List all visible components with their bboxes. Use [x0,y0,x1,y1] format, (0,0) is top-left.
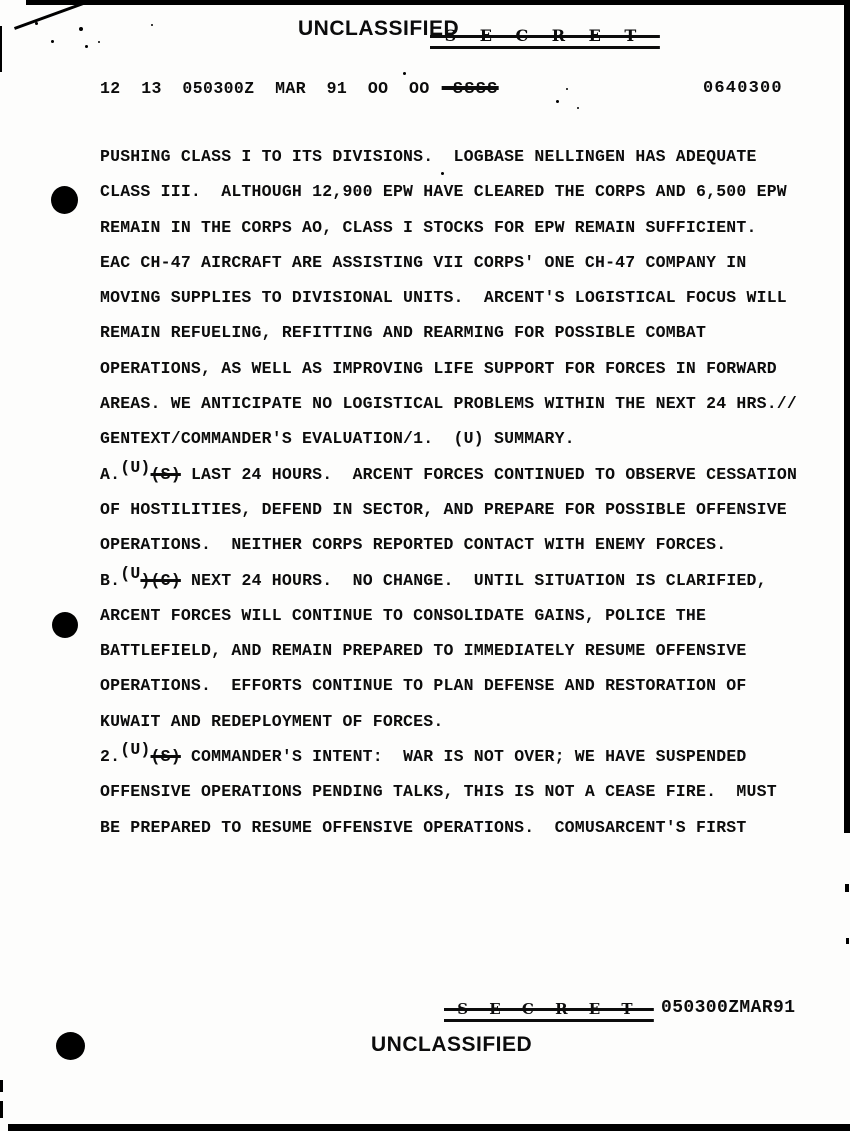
scan-speckle [577,107,579,109]
struck-secret-bottom: S E C R E T [444,1000,654,1018]
text-segment: OF HOSTILITIES, DEFEND IN SECTOR, AND PREPARE FOR POSSIBLE OFFENSIVE [100,499,787,519]
scan-edge-left [0,26,2,72]
text-segment: AREAS. WE ANTICIPATE NO LOGISTICAL PROBLEMS WITHIN THE NEXT 24 HRS.// [100,394,798,414]
text-segment: KUWAIT AND REDEPLOYMENT OF FORCES. [100,711,444,731]
text-segment: B. [100,570,121,590]
text-segment: EAC CH-47 AIRCRAFT ARE ASSISTING VII CORPS' ONE CH-47 COMPANY IN [100,252,747,272]
text-line [100,704,840,739]
struck-paragraph-marking: )(C) [140,570,181,590]
text-segment: OPERATIONS. NEITHER CORPS REPORTED CONTACT WITH ENEMY FORCES. [100,535,727,555]
scan-speckle [403,72,406,75]
text-segment: NEXT 24 HOURS. NO CHANGE. UNTIL SITUATION IS CLARIFIED, [180,570,767,590]
text-line [100,174,840,209]
text-line [100,315,840,350]
text-line [100,421,840,456]
handwritten-unclassified-marking: (U) [120,457,151,477]
text-line [100,386,840,421]
text-segment: OPERATIONS. EFFORTS CONTINUE TO PLAN DEFENSE AND RESTORATION OF [100,676,747,696]
scan-speckle [35,22,38,25]
scan-speckle [556,100,559,103]
footer-dtg: 050300ZMAR91 [661,998,796,1018]
text-line [100,810,840,845]
handwritten-unclassified-marking: (U [120,563,141,583]
text-line [100,633,840,668]
scan-speckle [566,88,568,90]
bottom-classification-label: UNCLASSIFIED [371,1033,533,1056]
scan-speckle [79,27,83,31]
text-line [100,668,840,703]
hole-punch [51,186,78,214]
text-line [100,210,840,245]
struck-classification-code: SSSS [441,79,499,98]
scan-speckle [151,24,153,26]
text-line [100,739,840,774]
text-segment: CLASS III. ALTHOUGH 12,900 EPW HAVE CLEARED THE CORPS AND 6,500 EPW [100,182,787,202]
text-segment: GENTEXT/COMMANDER'S EVALUATION/1. (U) SUMMARY. [100,429,575,449]
scan-edge-right [844,0,850,833]
text-segment: REMAIN IN THE CORPS AO, CLASS I STOCKS FOR EPW REMAIN SUFFICIENT. [100,217,757,237]
text-segment: BE PREPARED TO RESUME OFFENSIVE OPERATIONS. COMUSARCENT'S FIRST [100,817,747,837]
text-segment: PUSHING CLASS I TO ITS DIVISIONS. LOGBASE NELLINGEN HAS ADEQUATE [100,147,757,166]
text-segment: LAST 24 HOURS. ARCENT FORCES CONTINUED TO OBSERVE CESSATION [180,464,798,484]
text-line [100,527,840,562]
text-line [100,139,840,174]
struck-paragraph-marking: (S) [150,464,181,484]
text-segment: ARCENT FORCES WILL CONTINUE TO CONSOLIDATE GAINS, POLICE THE [100,605,707,625]
scan-edge-top [26,0,850,5]
text-line [100,245,840,280]
scan-edge-left [0,1080,3,1092]
scan-edge-right-mark [846,938,849,944]
text-line [100,492,840,527]
scan-speckle [98,41,100,43]
handwritten-unclassified-marking: (U) [120,740,151,760]
text-segment: COMMANDER'S INTENT: WAR IS NOT OVER; WE HAVE SUSPENDED [180,747,747,767]
struck-paragraph-marking: (S) [150,747,181,767]
body-text [100,139,840,845]
text-line [100,774,840,809]
hole-punch [56,1032,85,1060]
hole-punch [52,612,78,638]
top-classification-label: UNCLASSIFIED [298,17,460,40]
text-segment: 2. [100,747,121,767]
text-line [100,351,840,386]
text-segment: REMAIN REFUELING, REFITTING AND REARMING FOR POSSIBLE COMBAT [100,323,707,343]
serial-number: 0640300 [703,79,783,98]
scan-edge-right-mark [845,884,849,892]
scan-edge-bottom [8,1124,850,1131]
text-segment: OPERATIONS, AS WELL AS IMPROVING LIFE SUPPORT FOR FORCES IN FORWARD [100,358,777,378]
scan-edge-left [0,1101,3,1118]
scan-speckle [85,45,88,48]
text-segment: OFFENSIVE OPERATIONS PENDING TALKS, THIS IS NOT A CEASE FIRE. MUST [100,782,777,802]
text-line [100,457,840,492]
text-line [100,598,840,633]
dtg-left: 12 13 050300Z MAR 91 OO OO [100,79,430,98]
text-line [100,280,840,315]
text-line [100,563,840,598]
struck-secret-top: S E C R E T [430,26,660,45]
text-segment: BATTLEFIELD, AND REMAIN PREPARED TO IMMEDIATELY RESUME OFFENSIVE [100,641,747,661]
text-segment: MOVING SUPPLIES TO DIVISIONAL UNITS. ARCENT'S LOGISTICAL FOCUS WILL [100,288,787,308]
dtg-line [100,79,499,98]
scan-speckle [51,40,54,43]
text-segment: A. [100,464,121,484]
